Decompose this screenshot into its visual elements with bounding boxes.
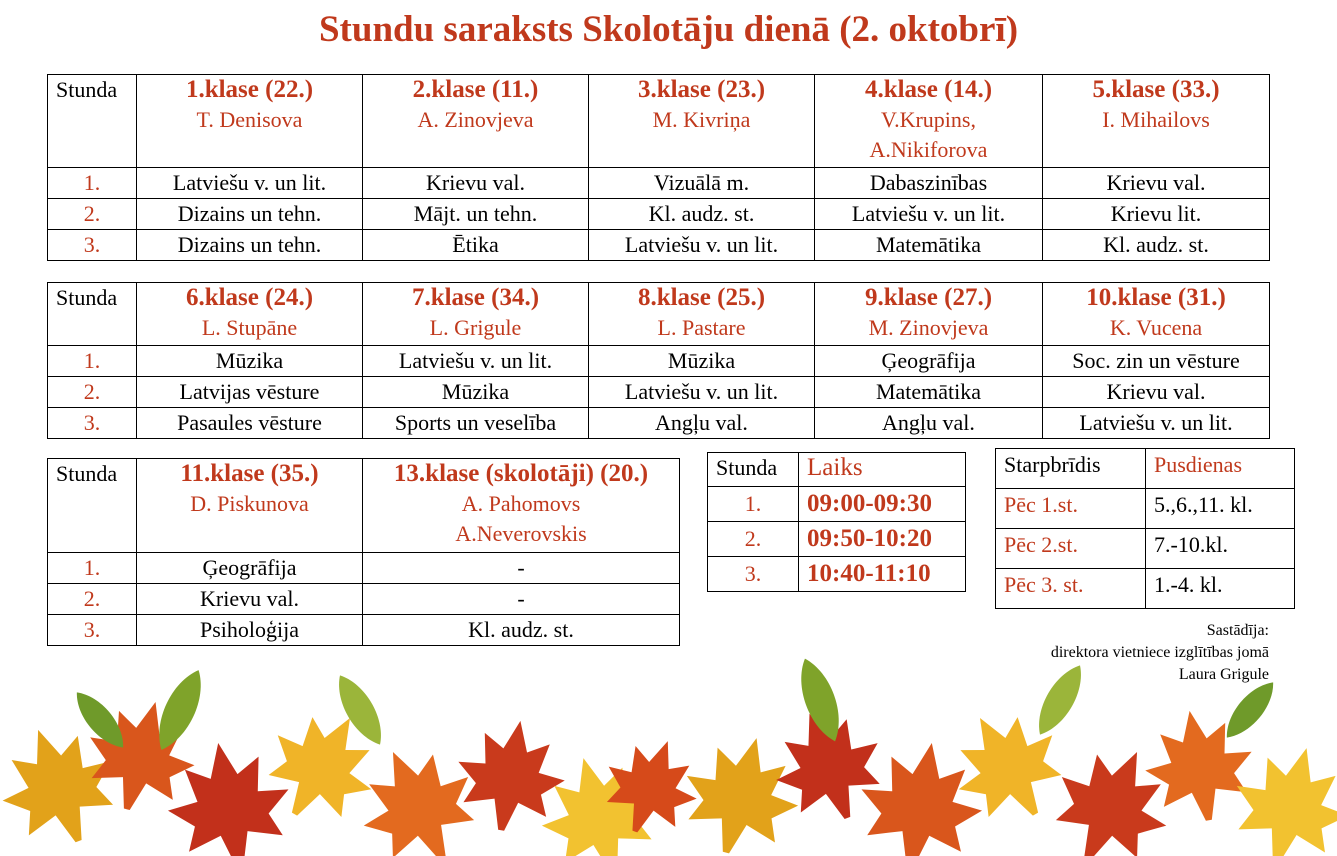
stunda-header: Stunda <box>48 283 137 346</box>
subject-cell: Latviešu v. un lit. <box>589 377 815 408</box>
subject-cell: Krievu lit. <box>1043 199 1270 230</box>
class-header: 11.klase (35.) D. Piskunova <box>137 459 363 553</box>
subject-cell: Ģeogrāfija <box>137 553 363 584</box>
subject-cell: Ētika <box>363 230 589 261</box>
subject-cell: Sports un veselība <box>363 408 589 439</box>
times-header-laiks: Laiks <box>799 453 966 487</box>
class-header: 6.klase (24.) L. Stupāne <box>137 283 363 346</box>
stunda-header: Stunda <box>48 75 137 168</box>
lesson-number: 1. <box>48 346 137 377</box>
leaf-cluster-right <box>670 654 1337 856</box>
subject-cell: Angļu val. <box>815 408 1043 439</box>
table-row <box>48 230 1270 261</box>
subject-cell: Mājt. un tehn. <box>363 199 589 230</box>
class-header: 1.klase (22.) T. Denisova <box>137 75 363 168</box>
lesson-number: 2. <box>48 584 137 615</box>
autumn-leaves-decoration <box>0 640 1337 856</box>
schedule-table-1 <box>47 74 1270 261</box>
subject-cell: Dabaszinības <box>815 168 1043 199</box>
table-row <box>48 408 1270 439</box>
table-row <box>48 168 1270 199</box>
subject-cell: Latviešu v. un lit. <box>137 168 363 199</box>
subject-cell: Krievu val. <box>1043 377 1270 408</box>
times-table <box>707 452 966 592</box>
class-header: 9.klase (27.) M. Zinovjeva <box>815 283 1043 346</box>
subject-cell: Latvijas vēsture <box>137 377 363 408</box>
subject-cell: Matemātika <box>815 230 1043 261</box>
subject-cell: Kl. audz. st. <box>1043 230 1270 261</box>
credits-role: direktora vietniece izglītības jomā <box>1050 644 1269 661</box>
breaks-header-starpbridis: Starpbrīdis <box>996 449 1146 489</box>
subject-cell: Mūzika <box>589 346 815 377</box>
subject-cell: Matemātika <box>815 377 1043 408</box>
times-header-stunda: Stunda <box>708 453 799 487</box>
table-row <box>996 529 1295 569</box>
break-classes: 5.,6.,11. kl. <box>1146 489 1295 529</box>
schedule-table-3 <box>47 458 680 646</box>
subject-cell: Dizains un tehn. <box>137 230 363 261</box>
table-row <box>48 553 680 584</box>
subject-cell: Dizains un tehn. <box>137 199 363 230</box>
subject-cell: Pasaules vēsture <box>137 408 363 439</box>
table-row <box>48 199 1270 230</box>
stunda-header: Stunda <box>48 459 137 553</box>
table-row <box>708 522 966 557</box>
break-after: Pēc 1.st. <box>996 489 1146 529</box>
subject-cell: Vizuālā m. <box>589 168 815 199</box>
table-row <box>708 557 966 592</box>
lesson-number: 3. <box>708 557 799 592</box>
breaks-table <box>995 448 1295 609</box>
class-header: 10.klase (31.) K. Vucena <box>1043 283 1270 346</box>
subject-cell: - <box>363 553 680 584</box>
table-row <box>48 584 680 615</box>
lesson-time: 10:40-11:10 <box>799 557 966 592</box>
table-row <box>996 569 1295 609</box>
lesson-number: 3. <box>48 408 137 439</box>
subject-cell: Kl. audz. st. <box>363 615 680 646</box>
break-classes: 1.-4. kl. <box>1146 569 1295 609</box>
subject-cell: Mūzika <box>363 377 589 408</box>
subject-cell: Angļu val. <box>589 408 815 439</box>
lesson-number: 3. <box>48 230 137 261</box>
lesson-number: 2. <box>708 522 799 557</box>
schedule-table-2 <box>47 282 1270 439</box>
credits-label: Sastādīja: <box>1206 622 1269 639</box>
class-header: 8.klase (25.) L. Pastare <box>589 283 815 346</box>
lesson-time: 09:00-09:30 <box>799 487 966 522</box>
class-header: 7.klase (34.) L. Grigule <box>363 283 589 346</box>
subject-cell: Psiholoģija <box>137 615 363 646</box>
subject-cell: - <box>363 584 680 615</box>
lesson-number: 1. <box>48 168 137 199</box>
table-row <box>996 489 1295 529</box>
table-row <box>48 377 1270 408</box>
break-after: Pēc 3. st. <box>996 569 1146 609</box>
page-title: Stundu saraksts Skolotāju dienā (2. oktobrī) <box>318 9 1019 50</box>
subject-cell: Krievu val. <box>1043 168 1270 199</box>
class-header: 2.klase (11.) A. Zinovjeva <box>363 75 589 168</box>
table-row <box>708 487 966 522</box>
break-after: Pēc 2.st. <box>996 529 1146 569</box>
class-header: 4.klase (14.) V.Krupins, A.Nikiforova <box>815 75 1043 168</box>
lesson-number: 1. <box>48 553 137 584</box>
subject-cell: Ģeogrāfija <box>815 346 1043 377</box>
subject-cell: Latviešu v. un lit. <box>815 199 1043 230</box>
subject-cell: Latviešu v. un lit. <box>589 230 815 261</box>
lesson-number: 1. <box>708 487 799 522</box>
subject-cell: Soc. zin un vēsture <box>1043 346 1270 377</box>
subject-cell: Krievu val. <box>137 584 363 615</box>
lesson-number: 3. <box>48 615 137 646</box>
class-header: 5.klase (33.) I. Mihailovs <box>1043 75 1270 168</box>
break-classes: 7.-10.kl. <box>1146 529 1295 569</box>
breaks-header-pusdienas: Pusdienas <box>1146 449 1295 489</box>
table-row <box>48 346 1270 377</box>
subject-cell: Mūzika <box>137 346 363 377</box>
subject-cell: Latviešu v. un lit. <box>1043 408 1270 439</box>
class-header: 3.klase (23.) M. Kivriņa <box>589 75 815 168</box>
subject-cell: Krievu val. <box>363 168 589 199</box>
credits-author: Laura Grigule <box>1178 666 1269 683</box>
lesson-number: 2. <box>48 377 137 408</box>
leaf-cluster-left <box>0 664 712 856</box>
lesson-number: 2. <box>48 199 137 230</box>
subject-cell: Kl. audz. st. <box>589 199 815 230</box>
class-header: 13.klase (skolotāji) (20.) A. Pahomovs A.Neverovskis <box>363 459 680 553</box>
subject-cell: Latviešu v. un lit. <box>363 346 589 377</box>
lesson-time: 09:50-10:20 <box>799 522 966 557</box>
